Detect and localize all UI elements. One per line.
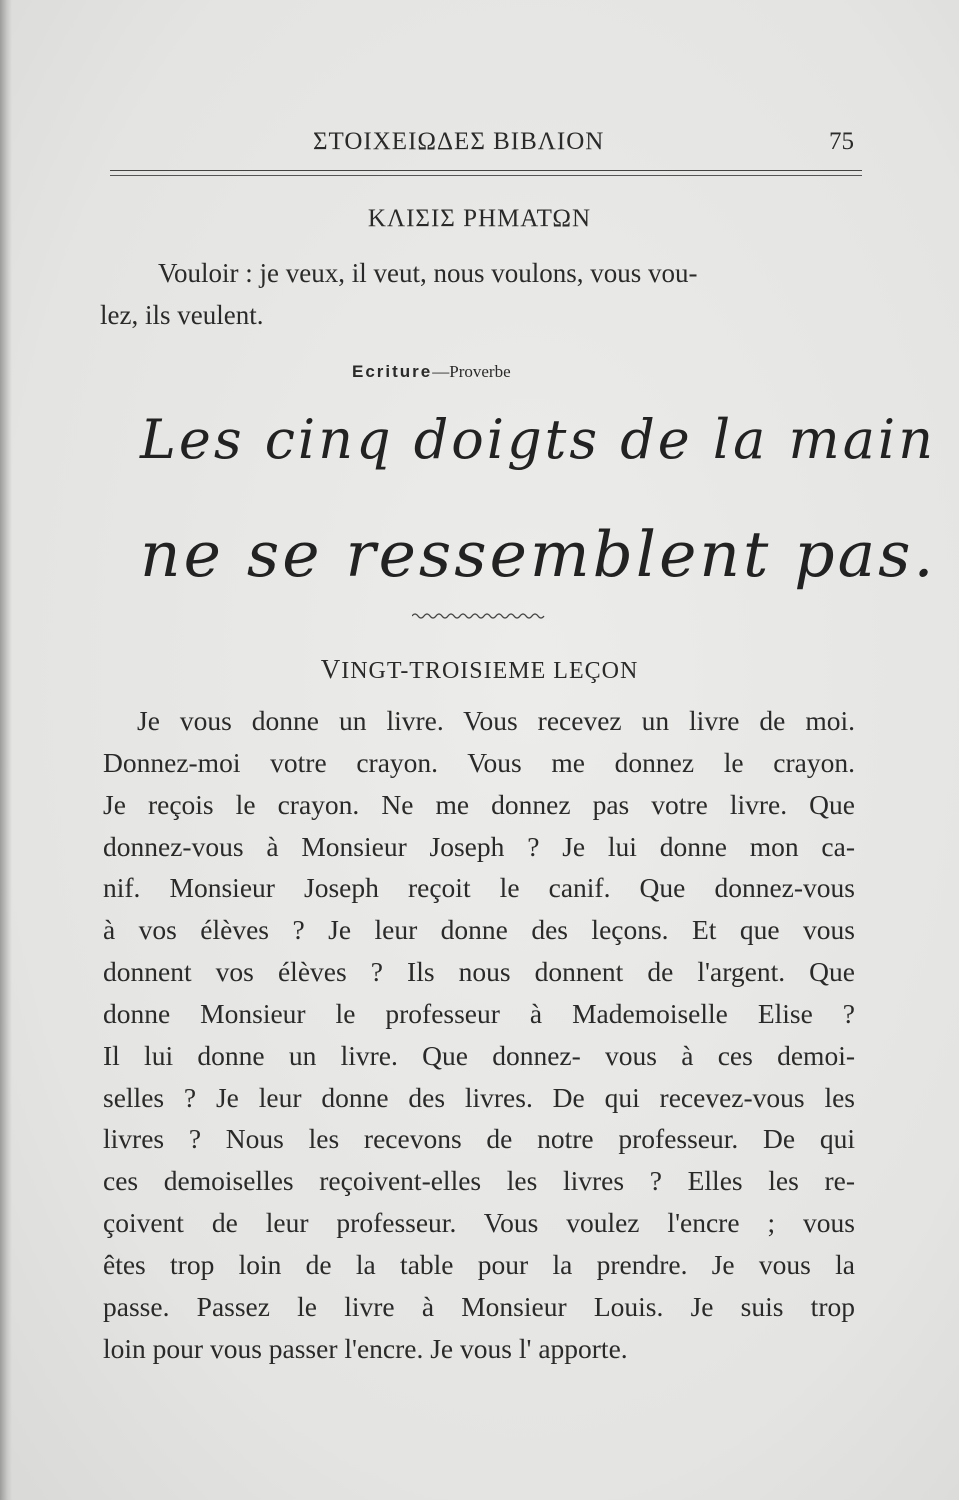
conjugation-line-2: lez, ils veulent. [100,300,264,330]
header-rule [110,170,862,176]
lesson-title [0,654,959,685]
conjugation-line-1: Vouloir : je veux, il veut, nous voulons, vous vou- [158,258,698,288]
page-header [110,128,862,168]
lesson-line: donnent vos élèves ? Ils nous donnent de l'argent. Que [103,956,855,988]
lesson-line: çoivent de leur professeur. Vous voulez l'encre ; vous [103,1207,855,1239]
lesson-line: donne Monsieur le professeur à Mademoiselle Elise ? [103,997,855,1029]
lesson-line: loin pour vous passer l'encre. Je vous l' apporte. [103,1332,628,1364]
proverbe-label: —Proverbe [432,362,511,381]
lesson-line: nif. Monsieur Joseph reçoit le canif. Que donnez-vous [103,872,855,904]
lesson-line: livres ? Nous les recevons de notre professeur. De qui [103,1123,855,1155]
lesson-line: Donnez-moi votre crayon. Vous me donnez le crayon. [103,746,855,778]
lesson-line: Je vous donne un livre. Vous recevez un livre de moi. [137,705,855,736]
script-proverb-line-1: Les cinq doigts de la main [140,408,936,471]
wavy-divider [412,612,546,624]
lesson-line: êtes trop loin de la table pour la prendre. Je vous la [103,1248,855,1280]
lesson-line: à vos élèves ? Je leur donne des leçons. Et que vous [103,914,855,946]
lesson-title-rest: INGT-TROISIEME LEÇON [341,658,639,684]
writing-exercise-label [352,362,511,382]
lesson-line: Il lui donne un livre. Que donnez- vous à ces demoi- [103,1039,855,1071]
lesson-line: Je reçois le crayon. Ne me donnez pas votre livre. Que [103,788,855,820]
lesson-line: selles ? Je leur donne des livres. De qui recevez-vous les [103,1081,855,1113]
lesson-line: passe. Passez le livre à Monsieur Louis. Je suis trop [103,1290,855,1322]
lesson-line: ces demoiselles reçoivent-elles les livres ? Elles les re- [103,1165,855,1197]
section-title: ΚΛΙΣΙΣ ΡΗΜΑΤΩΝ [367,205,592,232]
script-proverb-line-2: ne se ressemblent pas. [140,518,937,591]
ecriture-label: Ecriture [352,362,433,381]
page-number: 75 [829,128,854,155]
lesson-line: donnez-vous à Monsieur Joseph ? Je lui donne mon ca- [103,830,855,862]
lesson-body [103,700,855,1370]
lesson-title-initial: V [320,654,342,684]
running-title: ΣΤΟΙΧΕΙΩΔΕΣ ΒΙΒΛΙΟΝ [313,128,605,155]
